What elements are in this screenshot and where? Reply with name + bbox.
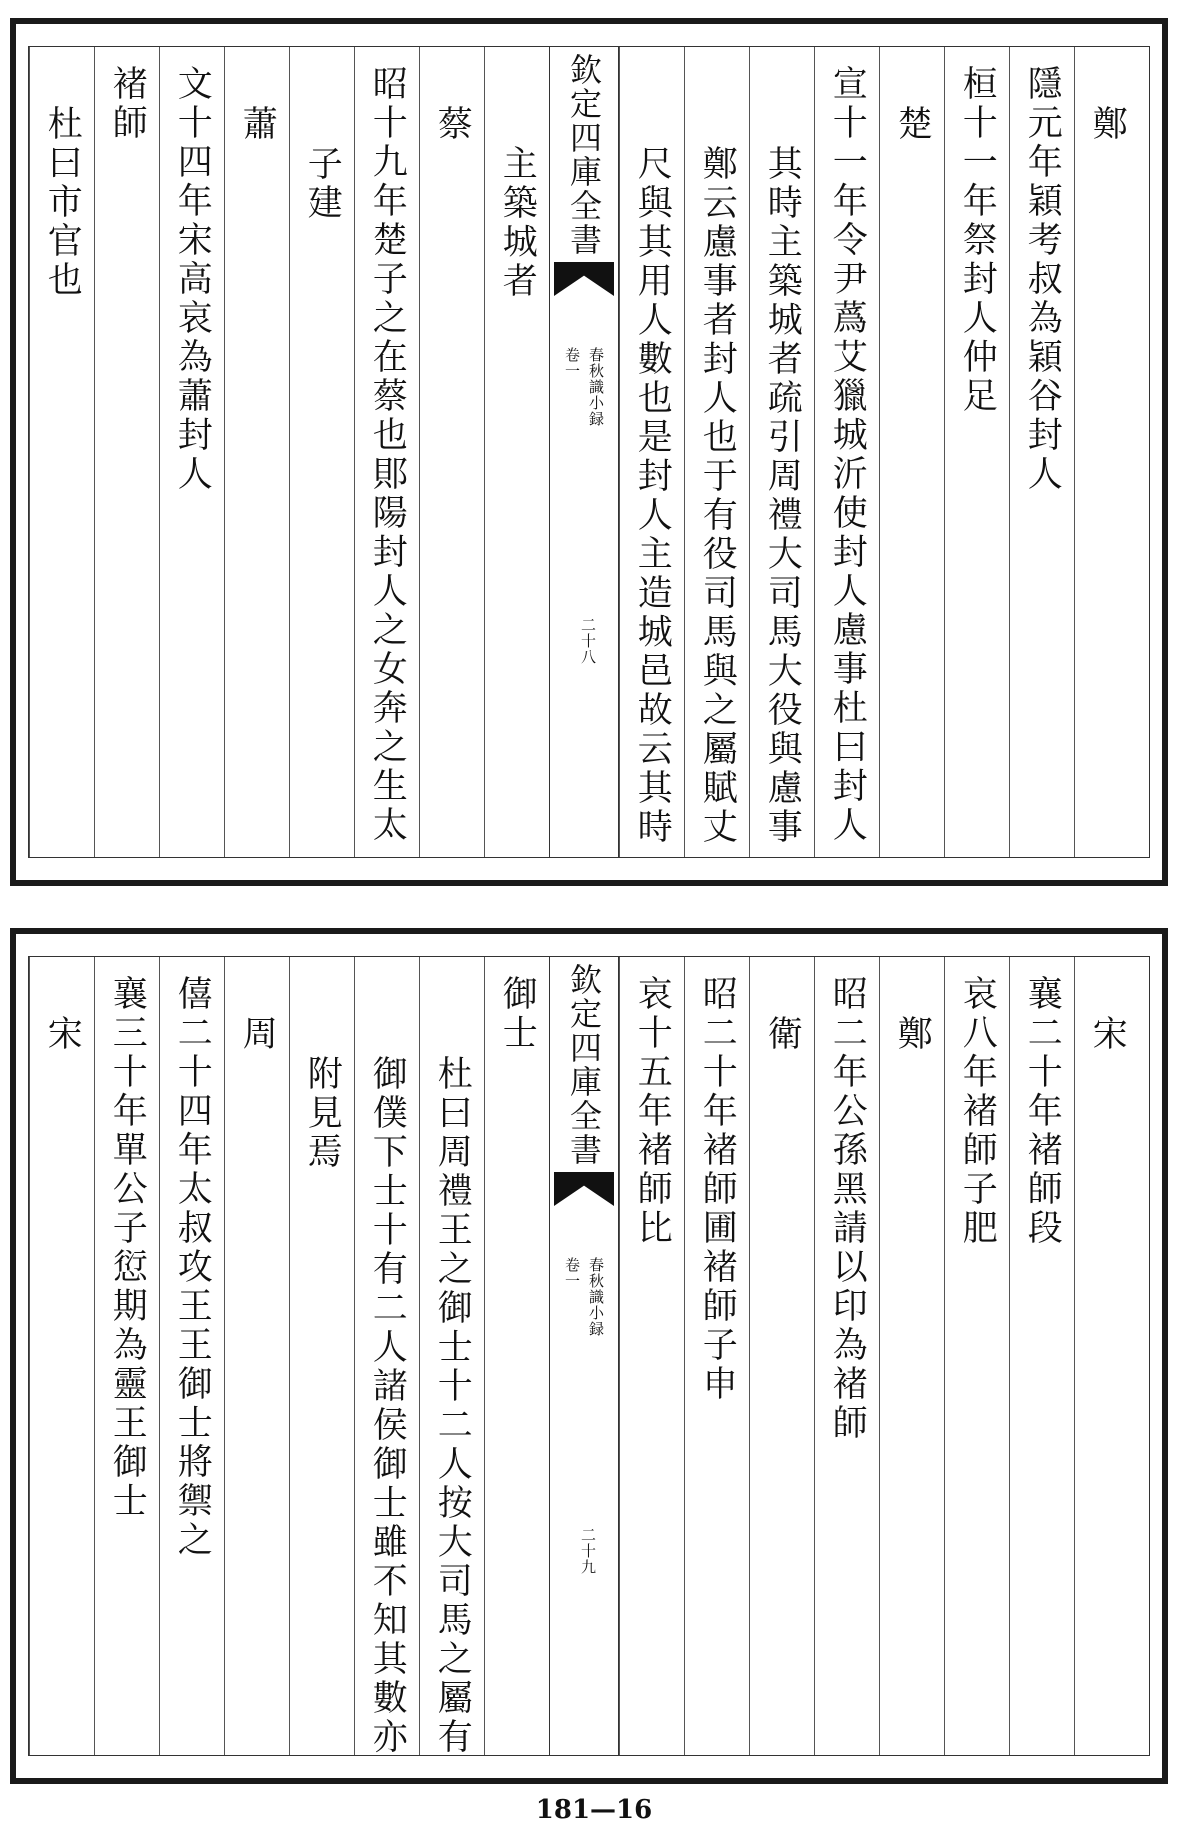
upper-page-frame [28,46,1150,858]
column-text: 附見焉 [302,1055,343,1172]
column-text: 蔡 [432,105,473,144]
book-title: 春秋識小録 [587,1257,605,1337]
center-band [549,957,619,1755]
text-column [879,957,944,1755]
column-text: 隱元年穎考叔為穎谷封人 [1022,65,1063,494]
column-text: 鄭云慮事者封人也于有役司馬與之屬賦丈 [697,145,738,847]
text-column [749,47,814,857]
text-column [944,957,1009,1755]
folio-number: 二十九 [579,1527,597,1575]
column-text: 桓十一年祭封人仲足 [957,65,998,416]
lower-page-frame [28,956,1150,1756]
text-column [684,957,749,1755]
text-column [484,957,549,1755]
text-column [419,47,484,857]
text-column [944,47,1009,857]
fishtail-mark [554,1172,614,1206]
fishtail-mark [554,262,614,296]
text-column [879,47,944,857]
column-text: 昭二年公孫黑請以印為褚師 [827,975,868,1443]
column-text: 杜曰周禮王之御士十二人按大司馬之屬有 [432,1055,473,1757]
volume-label: 卷一 [563,347,581,379]
text-column [419,957,484,1755]
text-column [684,47,749,857]
text-column [814,957,879,1755]
column-text: 衛 [762,1015,803,1054]
column-text: 昭二十年褚師圃褚師子申 [697,975,738,1404]
folio-number: 二十八 [579,617,597,665]
text-column [1074,957,1139,1755]
column-text: 昭十九年楚子之在蔡也郥陽封人之女奔之生太 [367,65,408,845]
text-column [484,47,549,857]
column-text: 褚師 [107,65,148,143]
text-column [29,47,94,857]
column-text: 僖二十四年太叔攻王王御士將禦之 [172,975,213,1560]
column-text: 主築城者 [497,145,538,301]
lower-page [10,928,1168,1784]
column-text: 哀十五年褚師比 [632,975,673,1248]
center-title: 欽定四庫全書 [565,53,603,257]
text-column [619,957,684,1755]
column-text: 襄二十年褚師段 [1022,975,1063,1248]
text-column [94,47,159,857]
column-text: 子建 [302,145,343,223]
column-text: 鄭 [1087,105,1128,144]
text-column [29,957,94,1755]
text-column [814,47,879,857]
column-text: 宣十一年令尹蔿艾獵城沂使封人慮事杜曰封人 [827,65,868,845]
volume-label: 卷一 [563,1257,581,1289]
column-text: 御僕下士十有二人諸侯御士雖不知其數亦 [367,1055,408,1757]
center-band [549,47,619,857]
upper-page [10,18,1168,886]
text-column [354,957,419,1755]
column-text: 楚 [892,105,933,144]
column-text: 御士 [497,975,538,1053]
text-column [1009,47,1074,857]
text-column [1074,47,1139,857]
column-text: 鄭 [892,1015,933,1054]
text-column [749,957,814,1755]
book-title: 春秋識小録 [587,347,605,427]
text-column [1009,957,1074,1755]
column-text: 文十四年宋高哀為蕭封人 [172,65,213,494]
column-text: 宋 [42,1015,83,1054]
page-number: 181—16 [535,1795,653,1825]
text-column [224,957,289,1755]
center-title: 欽定四庫全書 [565,963,603,1167]
column-text: 襄三十年單公子愆期為靈王御士 [107,975,148,1521]
text-column [159,47,224,857]
text-column [94,957,159,1755]
column-text: 周 [237,1015,278,1054]
column-text: 其時主築城者疏引周禮大司馬大役與慮事 [762,145,803,847]
text-column [619,47,684,857]
text-column [224,47,289,857]
column-text: 尺與其用人數也是封人主造城邑故云其時 [632,145,673,847]
column-text: 杜曰市官也 [42,105,83,300]
text-column [289,47,354,857]
text-column [289,957,354,1755]
column-text: 宋 [1087,1015,1128,1054]
column-text: 蕭 [237,105,278,144]
column-text: 哀八年褚師子肥 [957,975,998,1248]
text-column [354,47,419,857]
text-column [159,957,224,1755]
